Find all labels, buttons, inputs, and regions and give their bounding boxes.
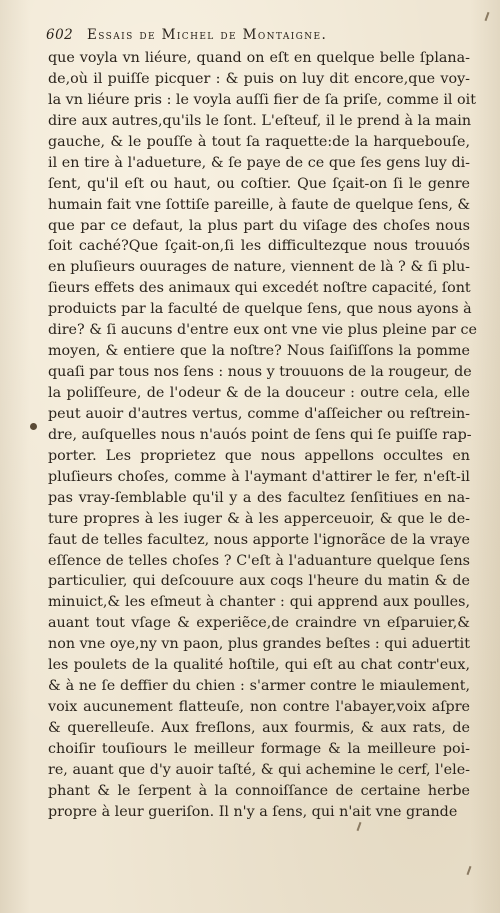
text-line: il en tire à l'adueture, & ſe paye de ce que ſes gens luy di- xyxy=(48,154,470,171)
text-line: en pluſieurs ouurages de nature, viennent de là ? & ſi plu- xyxy=(48,259,470,276)
text-line: re, auant que d'y auoir taſté, & qui achemine le cerf, l'ele- xyxy=(48,761,470,778)
text-line: la poliſſeure, de l'odeur & de la douceur : outre cela, elle xyxy=(48,385,470,401)
text-line: & à ne ſe deffier du chien : s'armer contre le miaulement, xyxy=(48,678,470,695)
text-line: pluſieurs choſes, comme à l'aymant d'attirer le fer, n'eſt-il xyxy=(48,468,470,485)
running-title: Essais de Michel de Montaigne. xyxy=(86,27,328,43)
text-line: propre à leur gueriſon. Il n'y a ſens, qui n'ait vne grande xyxy=(48,803,458,820)
text-line: eſſence de telles choſes ? C'eſt à l'aduanture quelque ſens xyxy=(48,552,470,569)
text-line: la vn liéure pris : le voyla auſſi fier de ſa priſe, comme il oit xyxy=(48,91,476,108)
text-line: particulier, qui deſcouure aux coqs l'heure du matin & de xyxy=(48,573,470,590)
text-line: que par ce defaut, la plus part du viſage des choſes nous xyxy=(48,217,470,234)
text-line: phant & le ſerpent à la connoiſſance de certaine herbe xyxy=(48,782,470,799)
text-line: dre, auſquelles nous n'auós point de ſens qui ſe puiſſe rap- xyxy=(48,426,472,443)
text-line: & querelleuſe. Aux freſlons, aux fourmis, & aux rats, de xyxy=(48,720,470,736)
text-line: humain fait vne ſottiſe pareille, à faute de quelque ſens, & xyxy=(48,196,471,213)
text-line: que voyla vn liéure, quand on eſt en quelque belle ſplana- xyxy=(48,50,470,66)
text-line: pas vray-ſemblable qu'il y a des facultez ſenſitiues en na- xyxy=(48,489,470,506)
text-line: porter. Les proprietez que nous appellons occultes en xyxy=(48,447,470,464)
text-line: les poulets de la qualité hoſtile, qui eſt au chat contr'eux, xyxy=(48,657,470,674)
text-line: ture propres à les iuger & à les apperceuoir, & que le de- xyxy=(48,510,470,527)
page-number: 602 xyxy=(46,27,74,43)
text-line: de,où il puiſſe picquer : & puis on luy dit encore,que voy- xyxy=(48,70,470,87)
text-line: voix aucunement flatteuſe, non contre l'abayer,voix aſpre xyxy=(48,699,470,716)
text-line: dire? & ſi aucuns d'entre eux ont vne vie plus pleine par ce xyxy=(48,322,477,339)
text-line: choiſir touſiours le meilleur formage & la meilleure poi- xyxy=(48,740,470,757)
running-head xyxy=(46,26,476,44)
text-line: minuict,& les eſmeut à chanter : qui apprend aux poulles, xyxy=(48,594,470,611)
text-line: auant tout vſage & experiẽce,de craindre vn eſparuier,& xyxy=(48,615,470,632)
text-line: peut auoir d'autres vertus, comme d'aſſeicher ou reſtrein- xyxy=(48,405,470,422)
text-line: dire aux autres,qu'ils le ſont. L'eſteuf, il le prend à la main xyxy=(48,112,472,129)
text-line: moyen, & entiere que la noſtre? Nous ſaiſiſſons la pomme xyxy=(48,343,470,360)
text-line: faut de telles facultez, nous apporte l'ignorãce de la vraye xyxy=(48,531,470,548)
text-line: ſent, qu'il eſt ou haut, ou coſtier. Que ſçait-on ſi le genre xyxy=(48,175,470,192)
text-line: ſieurs effets des animaux qui excedét noſtre capacité, ſont xyxy=(48,280,471,297)
text-line: gauche, & le pouſſe à tout ſa raquette:de la harquebouſe, xyxy=(48,133,470,150)
text-line: non vne oye,ny vn paon, plus grandes beſtes : qui aduertit xyxy=(48,636,470,653)
text-line: produicts par la faculté de quelque ſens, que nous ayons à xyxy=(48,301,472,318)
body-text xyxy=(48,48,477,823)
text-line: ſoit caché?Que ſçait-on,ſi les difficultezque nous trouuós xyxy=(48,238,470,255)
text-line: quaſi par tous nos ſens : nous y trouuons de la rougeur, de xyxy=(48,364,472,381)
margin-ink-dot xyxy=(30,423,37,430)
